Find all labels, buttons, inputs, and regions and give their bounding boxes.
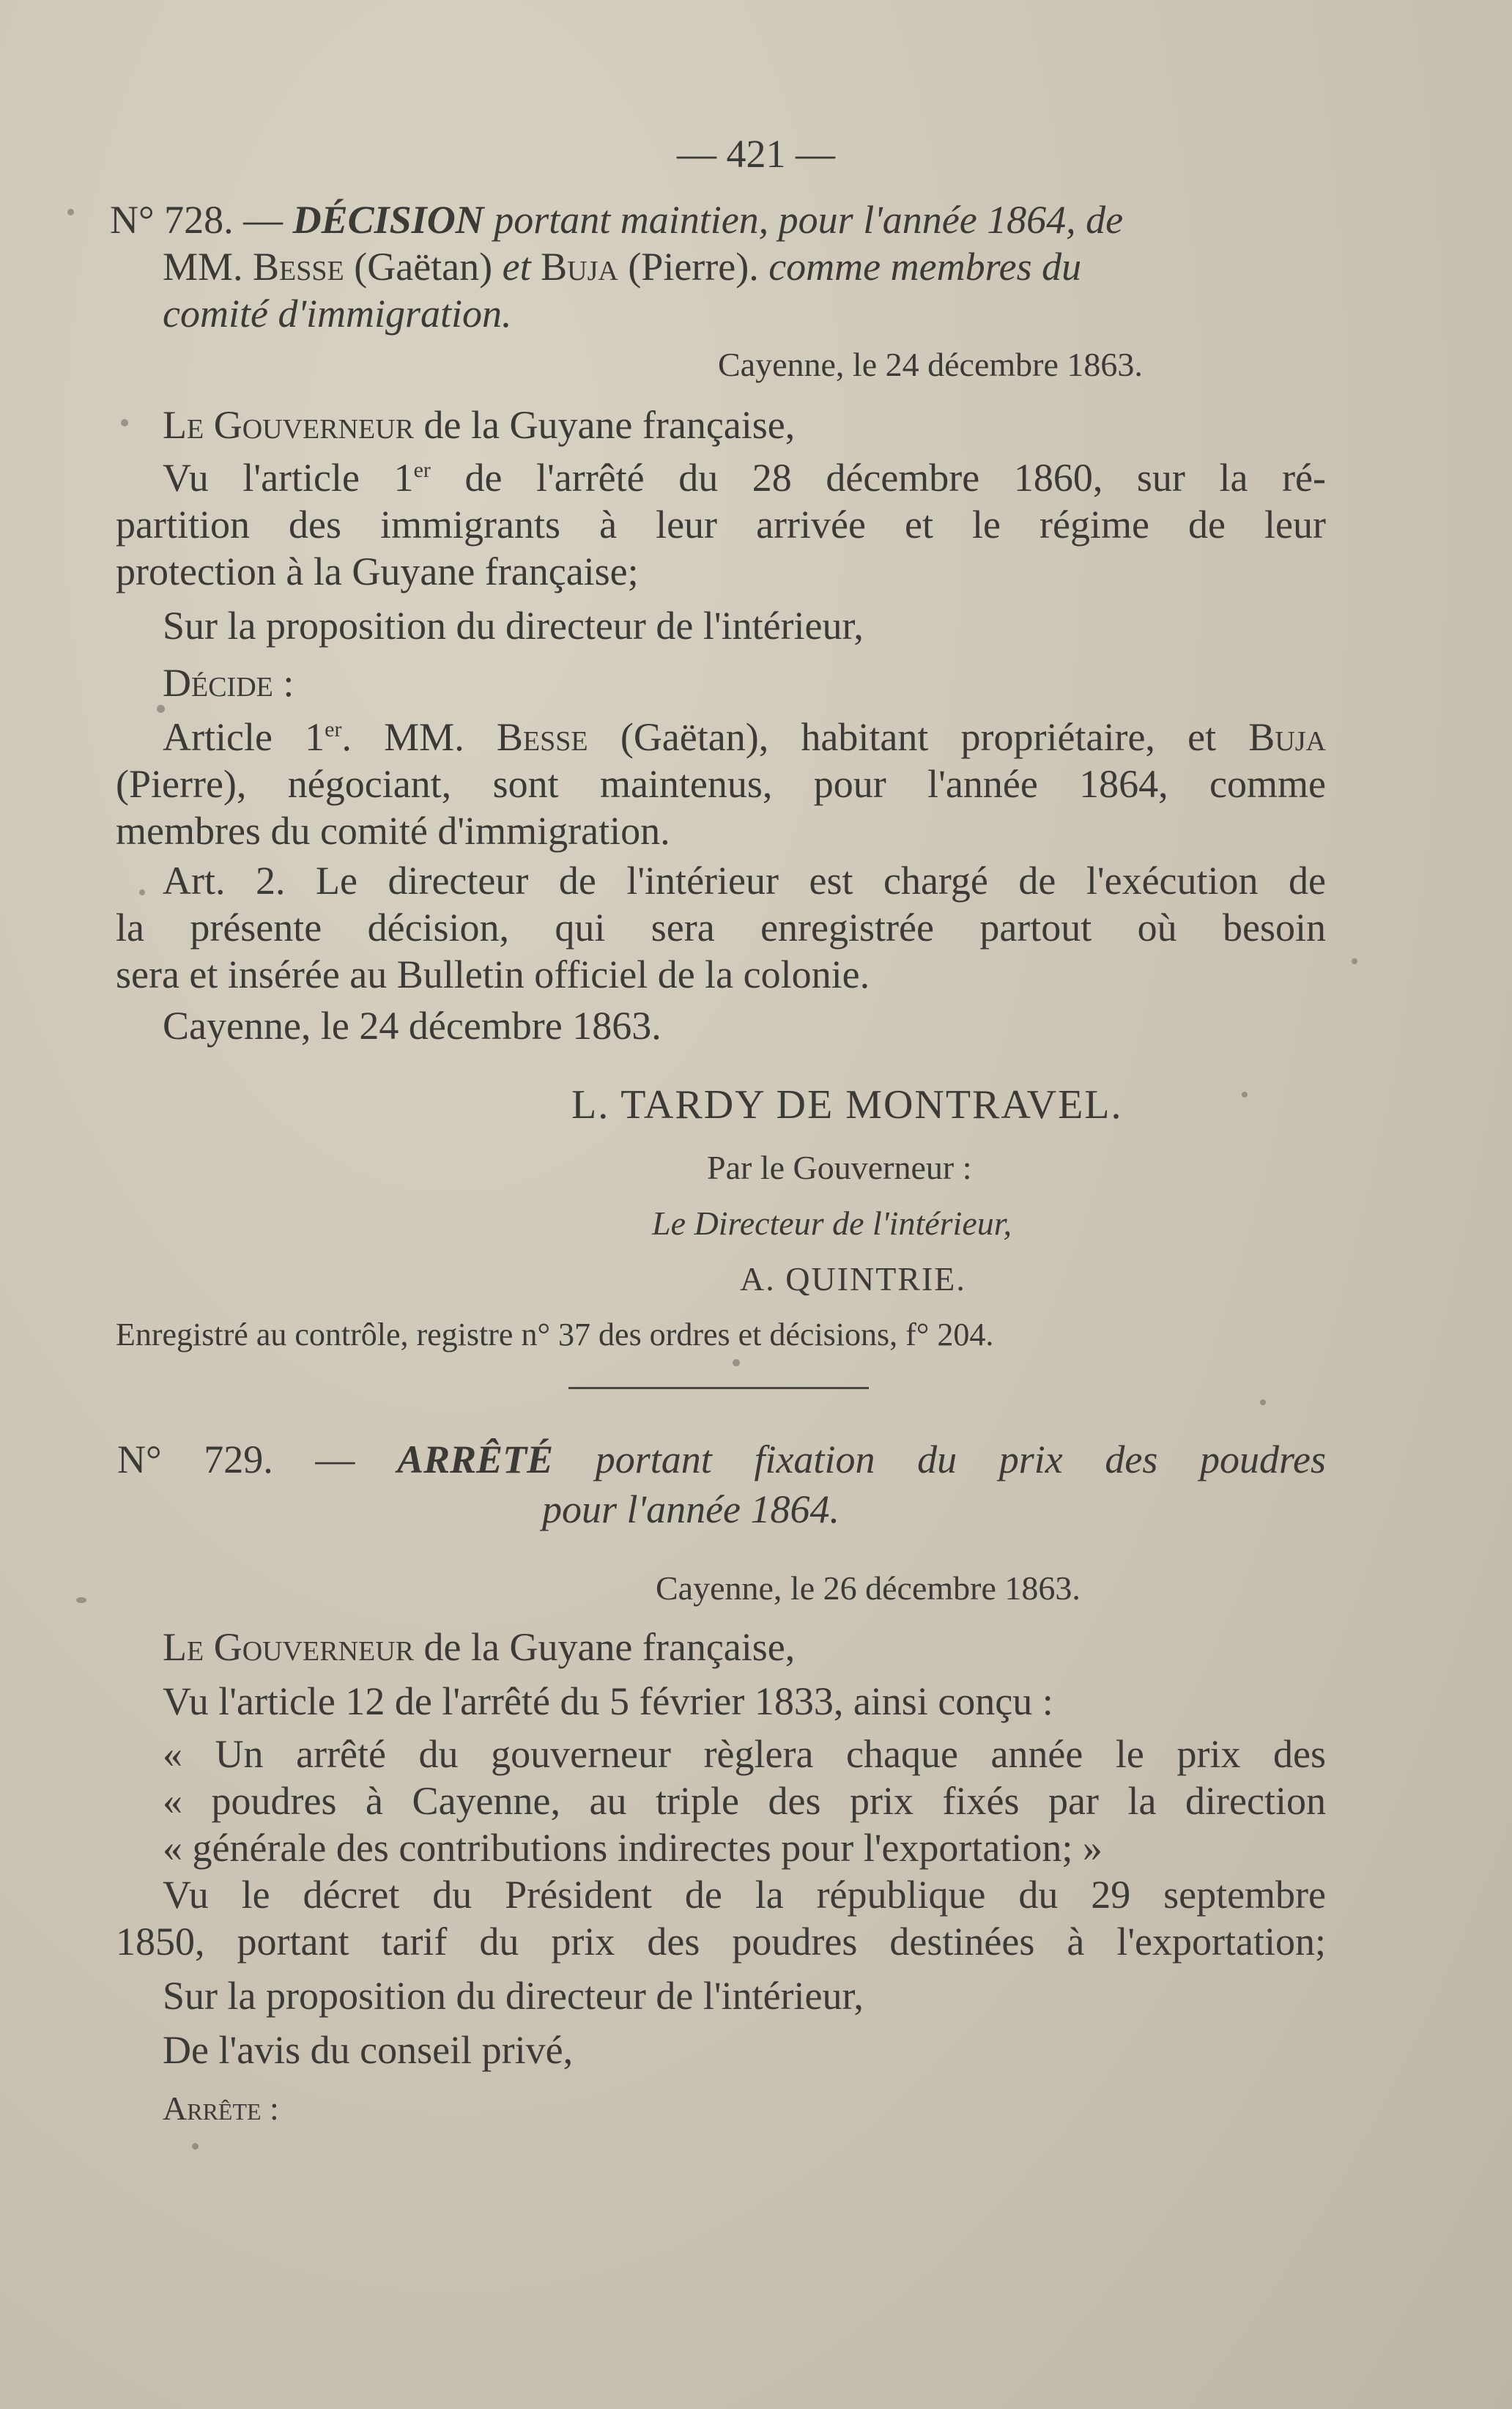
arrete-729-gouverneur: Le Gouverneur de la Guyane française, xyxy=(163,1625,796,1669)
arrete-label: Arrête : xyxy=(163,2090,279,2127)
decision-728-gouverneur: Le Gouverneur de la Guyane française, xyxy=(163,403,796,447)
article-2-line1: Art. 2. Le directeur de l'intérieur est chargé de l'exécution de xyxy=(163,859,1326,903)
directeur-interieur: Le Directeur de l'intérieur, xyxy=(652,1204,1012,1242)
arrete-sur-la-proposition: Sur la proposition du directeur de l'intérieur, xyxy=(163,1974,864,2018)
sur-la-proposition: Sur la proposition du directeur de l'intérieur, xyxy=(163,604,864,648)
arrete-number: N° 729. xyxy=(117,1437,273,1481)
vu-article-line1: Vu l'article 1er de l'arrêté du 28 décembre 1860, sur la ré- xyxy=(163,456,1326,500)
ink-fleck xyxy=(1242,1092,1248,1098)
quote-line3: « générale des contributions indirectes pour l'exportation; » xyxy=(163,1826,1102,1870)
arrete-729-heading: N° 729. — ARRÊTÉ portant fixation du prix des poudres xyxy=(117,1437,1327,1481)
arrete-729-date: Cayenne, le 26 décembre 1863. xyxy=(656,1569,1081,1607)
article-2-line3: sera et insérée au Bulletin officiel de la colonie. xyxy=(116,952,870,996)
vu-decret-line2: 1850, portant tarif du prix des poudres destinées à l'exportation; xyxy=(116,1920,1326,1964)
ink-fleck xyxy=(1352,958,1357,964)
arrete-729-heading-line2: pour l'année 1864. xyxy=(542,1487,840,1531)
signature-montravel: L. TARDY DE MONTRAVEL. xyxy=(571,1082,1123,1128)
par-le-gouverneur: Par le Gouverneur : xyxy=(707,1149,972,1186)
closing-date: Cayenne, le 24 décembre 1863. xyxy=(163,1004,662,1048)
signature-quintrie: A. QUINTRIE. xyxy=(740,1260,966,1298)
arrete-vu-article: Vu l'article 12 de l'arrêté du 5 février 1833, ainsi conçu : xyxy=(163,1679,1053,1723)
quote-line1: « Un arrêté du gouverneur règlera chaque année le prix des xyxy=(163,1732,1326,1776)
decision-728-date: Cayenne, le 24 décembre 1863. xyxy=(718,346,1143,383)
vu-article-line3: protection à la Guyane française; xyxy=(116,549,639,593)
vu-decret-line1: Vu le décret du Président de la république du 29 septembre xyxy=(163,1873,1326,1917)
article-1-line2: (Pierre), négociant, sont maintenus, pour l'année 1864, comme xyxy=(116,762,1326,806)
decision-number: N° 728. xyxy=(110,198,234,242)
decision-728-heading-line3: comité d'immigration. xyxy=(163,292,512,336)
ink-fleck xyxy=(67,209,74,215)
ink-fleck xyxy=(139,889,145,895)
arrete-title: ARRÊTÉ xyxy=(397,1437,554,1481)
ink-fleck xyxy=(76,1597,86,1603)
ink-fleck xyxy=(1260,1399,1266,1405)
section-divider xyxy=(568,1387,869,1389)
decision-728-heading-line2: MM. Besse (Gaëtan) et Buja (Pierre). comme membres du xyxy=(163,245,1082,289)
enregistre-note: Enregistré au contrôle, registre n° 37 des ordres et décisions, f° 204. xyxy=(116,1317,994,1352)
ink-fleck xyxy=(121,419,128,426)
avis-conseil: De l'avis du conseil privé, xyxy=(163,2028,574,2072)
decide-label: Décide : xyxy=(163,661,294,705)
quote-line2: « poudres à Cayenne, au triple des prix fixés par la direction xyxy=(163,1779,1326,1823)
decision-728-heading: N° 728. — DÉCISION portant maintien, pour l'année 1864, de xyxy=(110,198,1124,242)
decision-title: DÉCISION xyxy=(292,198,484,242)
article-2-line2: la présente décision, qui sera enregistrée partout où besoin xyxy=(116,906,1326,950)
vu-article-line2: partition des immigrants à leur arrivée et le régime de leur xyxy=(116,503,1326,547)
article-1-line1: Article 1er. MM. Besse (Gaëtan), habitant propriétaire, et Buja xyxy=(163,715,1326,759)
article-1-line3: membres du comité d'immigration. xyxy=(116,809,670,853)
ink-fleck xyxy=(192,2143,199,2150)
ink-fleck xyxy=(733,1359,740,1366)
ink-fleck xyxy=(157,705,165,713)
page-number: — 421 — xyxy=(677,132,835,176)
